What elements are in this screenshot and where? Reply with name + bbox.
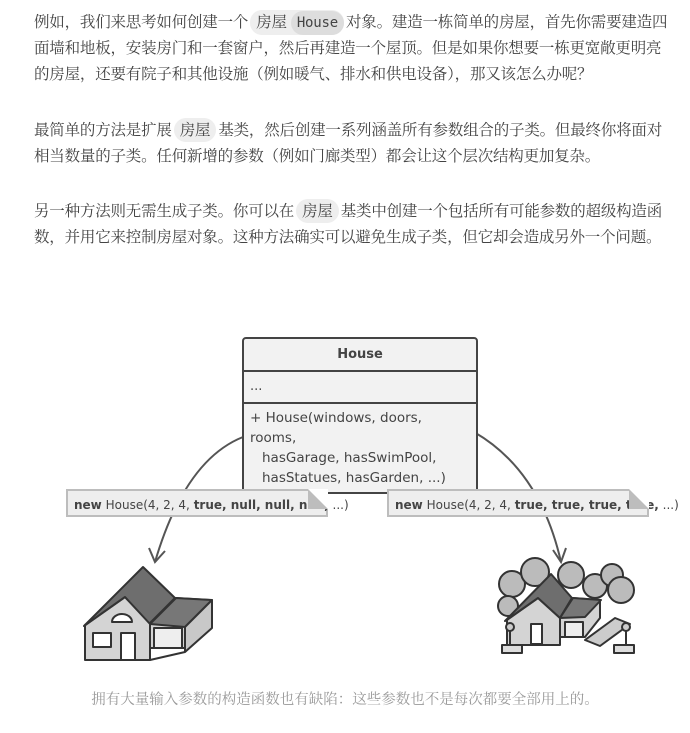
keyword-new: new xyxy=(395,498,423,512)
note-simple-call xyxy=(66,489,349,517)
note-fold-corner xyxy=(308,489,328,509)
call-args-bold: true, true, true, true, xyxy=(514,498,659,512)
simple-house-icon xyxy=(84,567,212,660)
call-plain: House(4, 2, 4, xyxy=(422,498,515,512)
note-full-call xyxy=(387,489,679,517)
call-plain: House(4, 2, 4, xyxy=(101,498,194,512)
term-zh: 房屋 xyxy=(256,13,287,31)
uml-class-name: House xyxy=(244,339,476,372)
call-tail: ...) xyxy=(658,498,679,512)
keyword-new: new xyxy=(74,498,102,512)
uml-methods xyxy=(244,404,476,492)
term-badge: 房屋 xyxy=(174,118,217,142)
note-fold-corner xyxy=(629,489,649,509)
uml-method-line: hasGarage, hasSwimPool, xyxy=(262,450,437,466)
house-with-garden-icon xyxy=(498,558,634,653)
figure-caption: 拥有大量输入参数的构造函数也有缺陷：这些参数也不是每次都要全部用上的。 xyxy=(91,692,599,708)
call-tail: ...) xyxy=(328,498,349,512)
text: 基类中创建一个包括所有可能参数的超级构造函数，并用它来控制房屋对象。这种方法确实可以避免生成子类，但它却会造成另外一个问题。 xyxy=(34,202,663,246)
text: 最简单的方法是扩展 xyxy=(34,121,172,139)
text: 基类，然后创建一系列涵盖所有参数组合的子类。但最终你将面对相当数量的子类。任何新增的参数（例如门廊类型）都会让这个层次结构更加复杂。 xyxy=(34,121,663,165)
uml-fields: ... xyxy=(244,372,476,404)
uml-method-line: hasStatues, hasGarden, ...) xyxy=(262,470,446,486)
call-args-bold: true, null, null, null, xyxy=(193,498,329,512)
term-code: House xyxy=(291,11,344,35)
uml-class-house xyxy=(242,337,478,494)
text: 例如，我们来思考如何创建一个 xyxy=(34,13,249,31)
uml-method-line: + House(windows, doors, rooms, xyxy=(250,410,422,446)
term-badge: 房屋 xyxy=(296,199,339,223)
text: 另一种方法则无需生成子类。你可以在 xyxy=(34,202,295,220)
text: 对象。建造一栋简单的房屋，首先你需要建造四面墙和地板，安装房门和一套窗户，然后再建造一个屋顶。但是如果你想要一栋更宽敞更明亮的房屋，还要有院子和其他设施（例如暖气、排水和供电设备），那又该怎么办呢？ xyxy=(34,13,668,83)
